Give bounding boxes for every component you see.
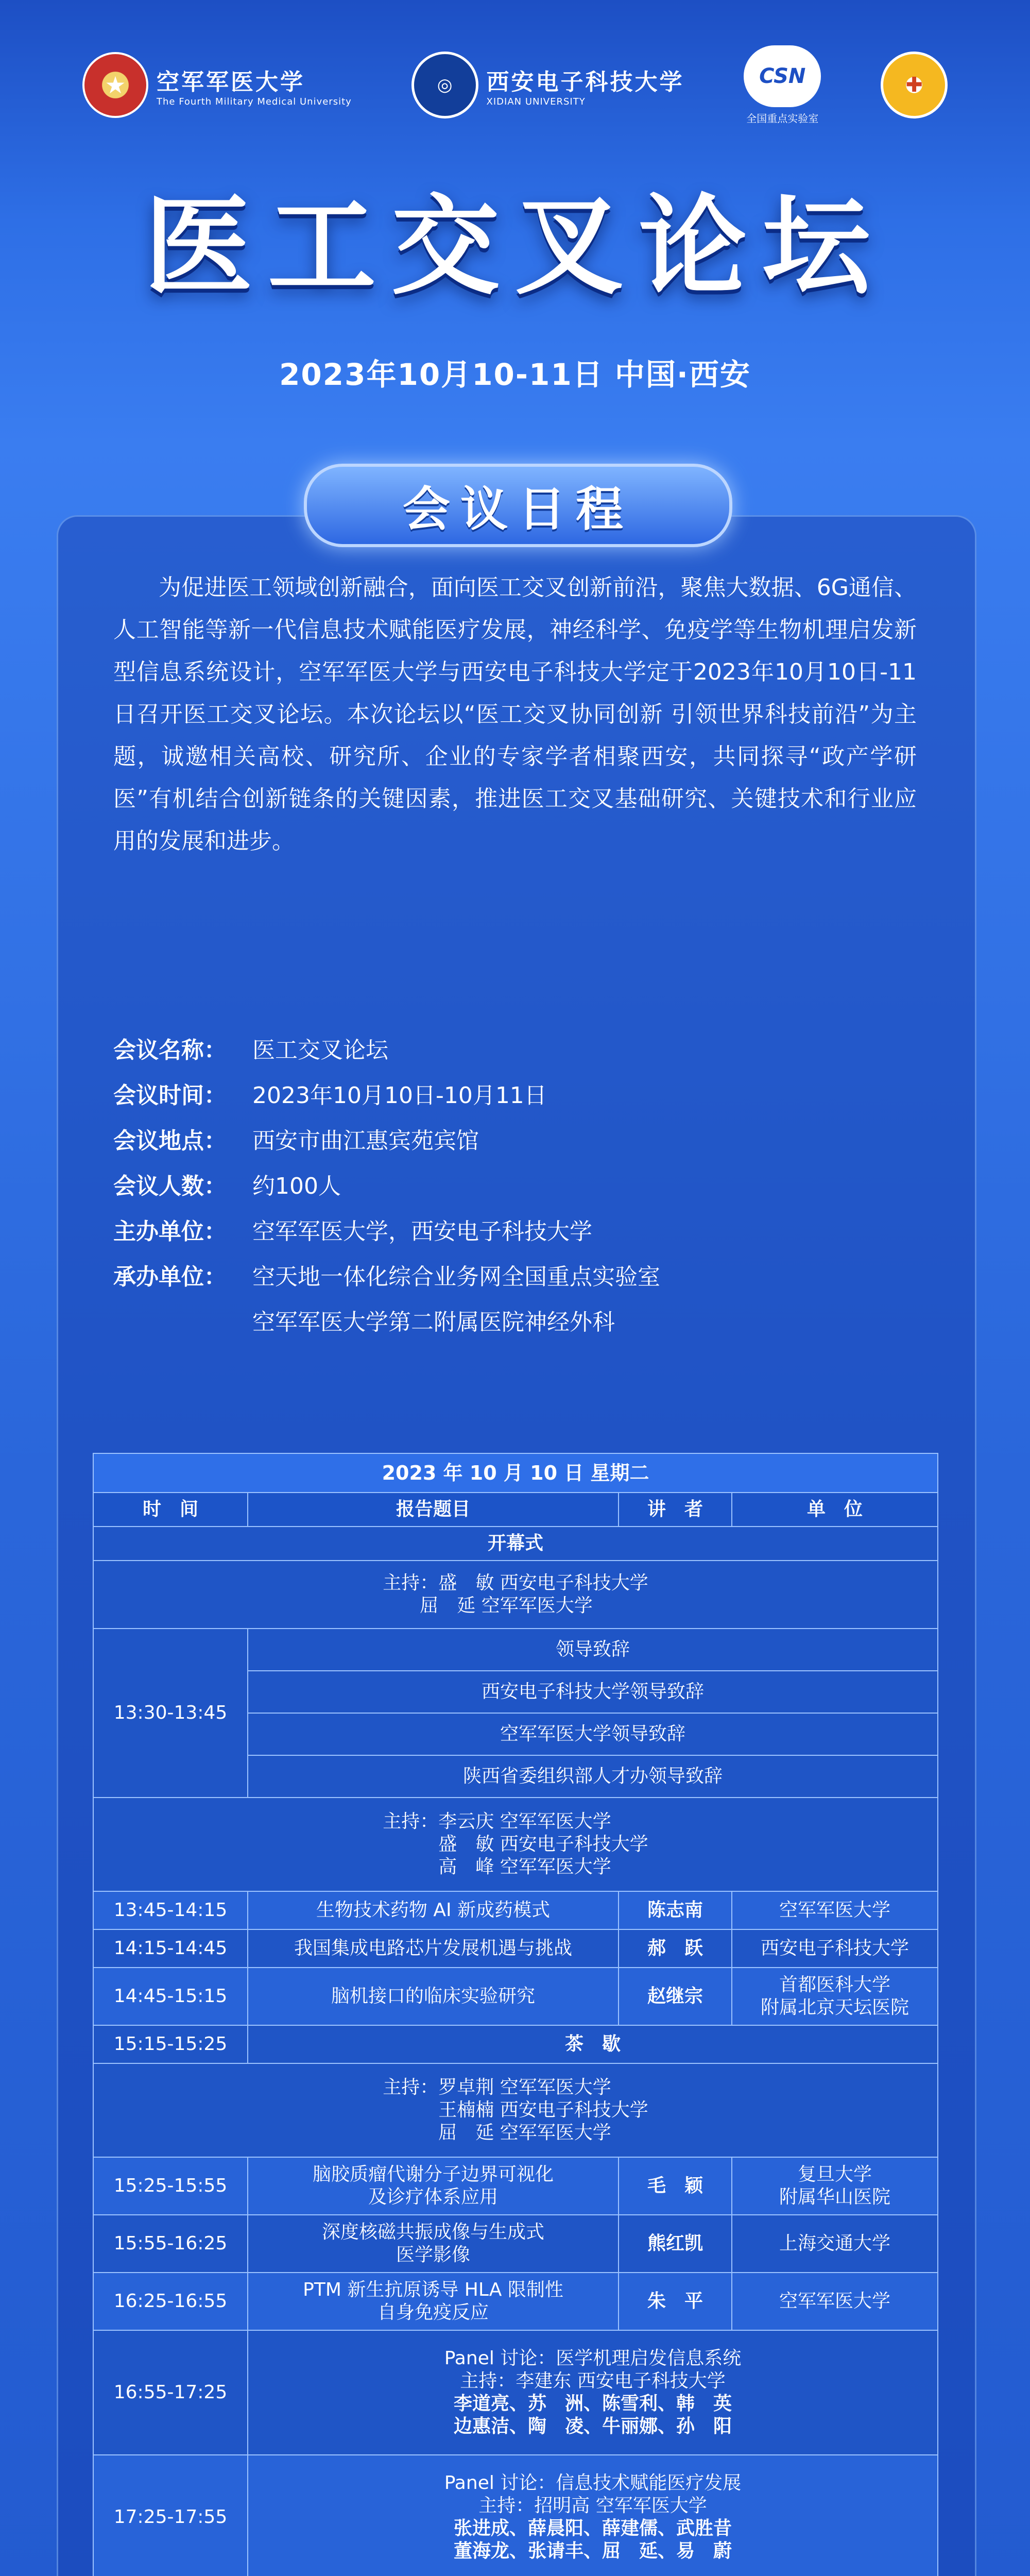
chair-line: 主持：李云庆 空军军医大学 [383, 1811, 611, 1832]
meeting-info [113, 1025, 917, 1343]
speaker-cell: 郝 跃 [619, 1929, 732, 1968]
chair-line: 主持：罗卓荆 空军军医大学 [383, 2077, 611, 2098]
table-row [93, 1891, 938, 1929]
time-cell: 15:25-15:55 [93, 2157, 248, 2215]
table-row [93, 2157, 938, 2215]
info-key: 会议名称： [113, 1037, 227, 1063]
topic-cell: 深度核磁共振成像与生成式 医学影像 [248, 2215, 619, 2273]
table-row [93, 1929, 938, 1968]
break-row [93, 2025, 938, 2063]
xidian-name-en: XIDIAN UNIVERSITY [486, 96, 586, 107]
header-speaker: 讲 者 [619, 1493, 732, 1527]
org-cell: 西安电子科技大学 [732, 1929, 938, 1968]
info-row [113, 1071, 917, 1116]
panel-members: 董海龙、张请丰、屈 延、易 蔚 [454, 2540, 732, 2562]
info-value: 空天地一体化综合业务网全国重点实验室 [252, 1264, 660, 1290]
schedule-badge: 会议日程 [304, 464, 732, 547]
chair-line: 主持：盛 敏 西安电子科技大学 [383, 1572, 648, 1594]
org-cell: 上海交通大学 [732, 2215, 938, 2273]
opening-item: 陕西省委组织部人才办领导致辞 [248, 1755, 938, 1798]
panel-title: Panel 讨论：信息技术赋能医疗发展 [444, 2472, 742, 2494]
intro-paragraph [113, 567, 917, 862]
info-key: 承办单位： [113, 1264, 227, 1290]
opening-item: 领导致辞 [248, 1629, 938, 1671]
org-cell: 首都医科大学 附属北京天坛医院 [732, 1968, 938, 2025]
hospital-logo [881, 52, 948, 118]
panel-members: 李道亮、苏 洲、陈雪利、韩 英 [454, 2393, 732, 2414]
chair-line: 高 峰 空军军医大学 [438, 1856, 611, 1877]
org-cell: 空军军医大学 [732, 1891, 938, 1929]
panel-members: 边惠洁、陶 凌、牛丽娜、孙 阳 [454, 2416, 732, 2437]
table-row [93, 2215, 938, 2273]
topic-cell: 我国集成电路芯片发展机遇与挑战 [248, 1929, 619, 1968]
time-cell: 16:25-16:55 [93, 2273, 248, 2330]
topic-cell: 脑机接口的临床实验研究 [248, 1968, 619, 2025]
page-title: 医工交叉论坛 [144, 183, 886, 310]
day1-schedule-table [93, 1453, 938, 2576]
csn-logo [744, 45, 821, 125]
panel-members: 张进成、薛晨阳、薛建儒、武胜昔 [454, 2518, 732, 2539]
info-value: 约100人 [252, 1173, 341, 1199]
fmmu-name-cn: 空军军医大学 [157, 69, 305, 95]
header-topic: 报告题目 [248, 1493, 619, 1527]
info-row [113, 1207, 917, 1252]
header-time: 时 间 [93, 1493, 248, 1527]
topic-cell: 脑胶质瘤代谢分子边界可视化 及诊疗体系应用 [248, 2157, 619, 2215]
time-cell: 15:55-16:25 [93, 2215, 248, 2273]
info-row [113, 1161, 917, 1207]
info-row [113, 1025, 917, 1071]
panel-cell [248, 2330, 938, 2455]
speaker-cell: 熊红凯 [619, 2215, 732, 2273]
chair-cell [93, 2063, 938, 2157]
time-cell: 14:15-14:45 [93, 1929, 248, 1968]
intro-text: 为促进医工领域创新融合，面向医工交叉创新前沿，聚焦大数据、6G通信、人工智能等新一代信息技术赋能医疗发展，神经科学、免疫学等生物机理启发新型信息系统设计，空军军医大学与西安电子科技大学定于2023年10月10日-11日召开医工交叉论坛。本次论坛以“医工交叉协同创新 引领世界科技前沿”为主题，诚邀相关高校、研究所、企业的专家学者相聚西安，共同探寻“政产学研医”有机结合创新链条的关键因素，推进医工交叉基础研究、关键技术和行业应用的发展和进步。 [113, 574, 917, 854]
poster-header [0, 0, 1030, 464]
panel-cell [248, 2455, 938, 2576]
info-value: 西安市曲江惠宾苑宾馆 [252, 1128, 479, 1154]
header-org: 单 位 [732, 1493, 938, 1527]
tea-break: 茶 歇 [248, 2025, 938, 2063]
panel-chair: 主持：李建东 西安电子科技大学 [460, 2370, 726, 2392]
time-cell: 17:25-17:55 [93, 2455, 248, 2576]
panel-chair: 主持：招明高 空军军医大学 [478, 2495, 707, 2516]
speaker-cell: 朱 平 [619, 2273, 732, 2330]
day1-title: 2023 年 10 月 10 日 星期二 [93, 1453, 938, 1493]
time-cell: 13:30-13:45 [93, 1629, 248, 1798]
time-cell: 15:15-15:25 [93, 2025, 248, 2063]
chair-cell [93, 1798, 938, 1891]
info-key: 会议时间： [113, 1082, 227, 1109]
panel-row [93, 2330, 938, 2455]
info-row [113, 1116, 917, 1161]
fmmu-emblem-icon: ★ [82, 52, 148, 118]
speaker-cell: 毛 颖 [619, 2157, 732, 2215]
info-value: 空军军医大学第二附属医院神经外科 [252, 1309, 615, 1335]
org-cell: 空军军医大学 [732, 2273, 938, 2330]
xidian-emblem-icon: ◎ [411, 52, 478, 118]
fmmu-logo [82, 52, 352, 118]
speaker-cell: 赵继宗 [619, 1968, 732, 2025]
topic-cell: PTM 新生抗原诱导 HLA 限制性 自身免疫反应 [248, 2273, 619, 2330]
panel-title: Panel 讨论：医学机理启发信息系统 [444, 2348, 742, 2369]
csn-logo-icon: CSN [744, 45, 821, 107]
info-row [113, 1252, 917, 1297]
opening-item: 空军军医大学领导致辞 [248, 1713, 938, 1755]
topic-cell: 生物技术药物 AI 新成药模式 [248, 1891, 619, 1929]
logo-bar [82, 46, 948, 124]
chair-cell [93, 1561, 938, 1629]
info-value: 医工交叉论坛 [252, 1037, 388, 1063]
org-cell: 复旦大学 附属华山医院 [732, 2157, 938, 2215]
fmmu-name-en: The Fourth Military Medical University [157, 96, 352, 107]
table-row [93, 1968, 938, 2025]
speaker-cell: 陈志南 [619, 1891, 732, 1929]
table-row [93, 2273, 938, 2330]
xidian-name-cn: 西安电子科技大学 [486, 69, 684, 95]
chair-line: 王楠楠 西安电子科技大学 [438, 2099, 648, 2121]
opening-item: 西安电子科技大学领导致辞 [248, 1671, 938, 1713]
info-value: 2023年10月10日-10月11日 [252, 1082, 547, 1109]
chair-line: 盛 敏 西安电子科技大学 [438, 1834, 648, 1855]
info-value: 空军军医大学，西安电子科技大学 [252, 1218, 592, 1245]
chair-line: 屈 延 空军军医大学 [420, 1595, 593, 1616]
info-key: 会议地点： [113, 1128, 227, 1154]
time-cell: 16:55-17:25 [93, 2330, 248, 2455]
panel-row [93, 2455, 938, 2576]
info-key: 主办单位： [113, 1218, 227, 1245]
date-place: 2023年10月10-11日 中国·西安 [279, 357, 751, 392]
info-row [113, 1297, 917, 1343]
time-cell: 13:45-14:15 [93, 1891, 248, 1929]
csn-lab-name: 全国重点实验室 [746, 112, 819, 125]
time-cell: 14:45-15:15 [93, 1968, 248, 2025]
chair-line: 屈 延 空军军医大学 [438, 2122, 611, 2143]
hospital-emblem-icon: ✚ [881, 52, 948, 118]
info-key: 会议人数： [113, 1173, 227, 1199]
opening-ceremony: 开幕式 [93, 1527, 938, 1561]
xidian-logo [411, 52, 684, 118]
